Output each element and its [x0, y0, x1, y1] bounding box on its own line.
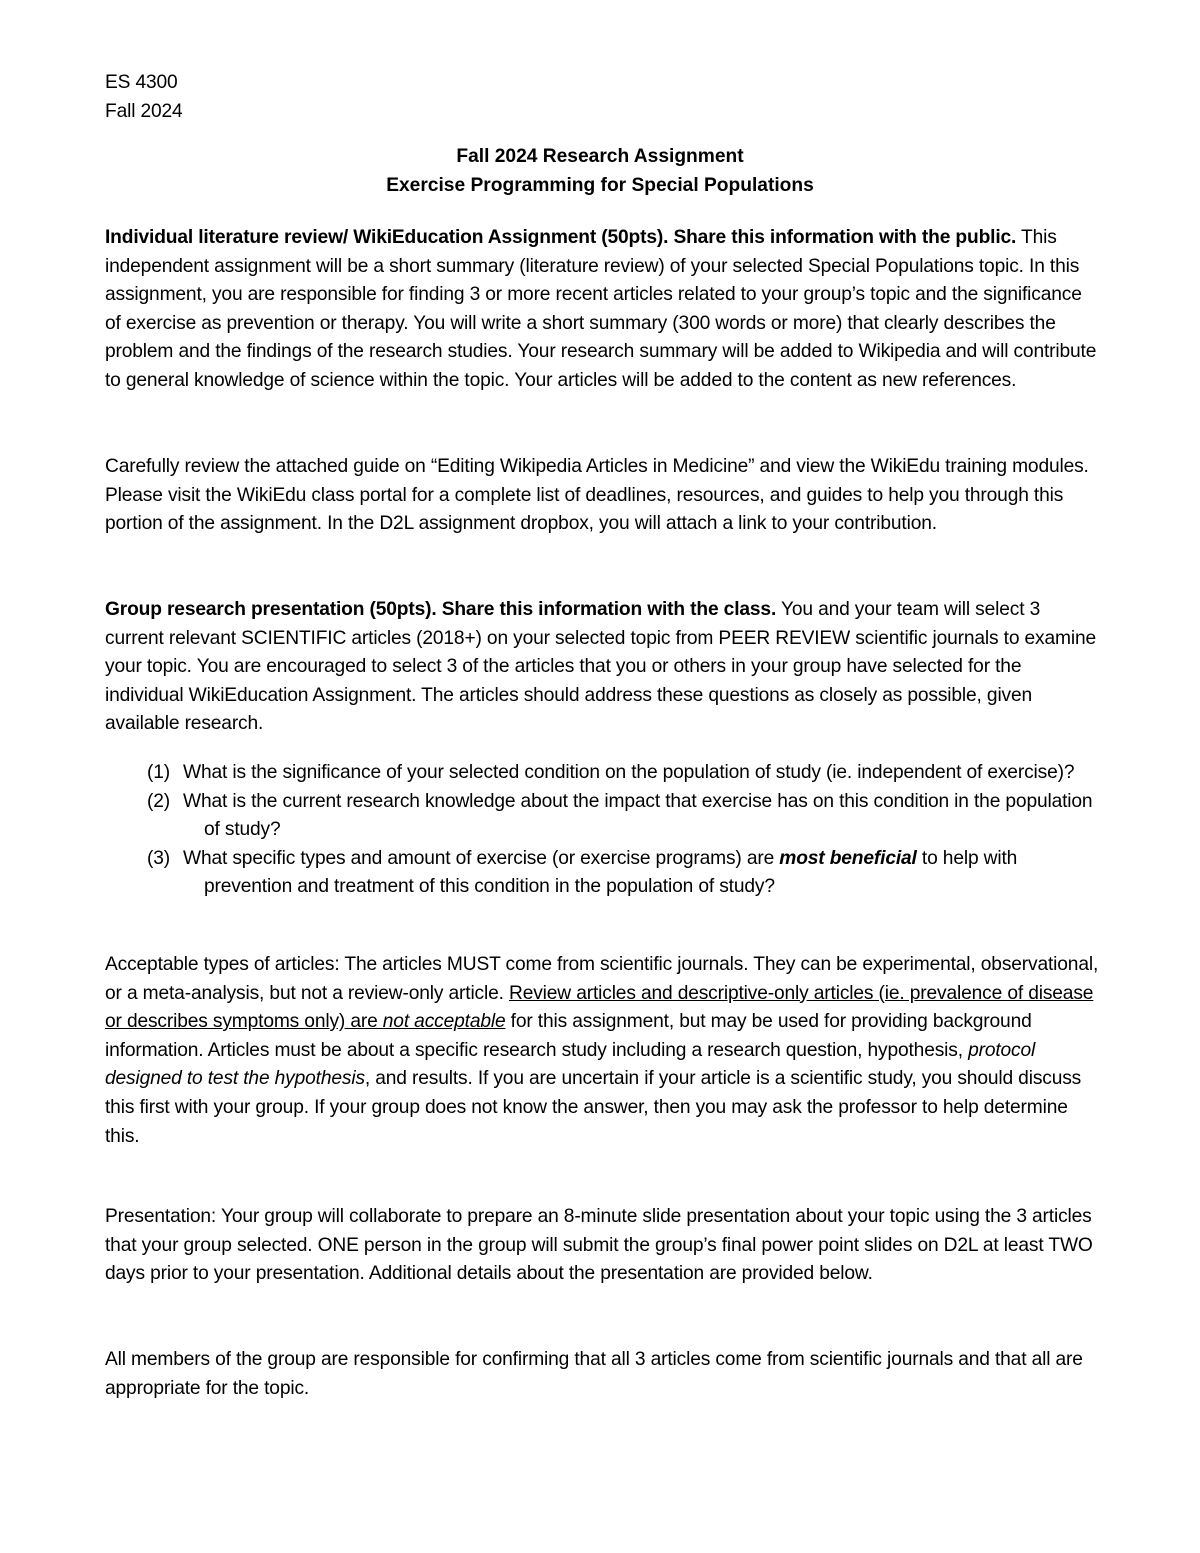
acceptable-part-2: for this assignment, but may be used for providing background information. Articles must be about a specific research study including a research question, hypothesis,	[105, 1011, 1032, 1061]
presentation-paragraph	[105, 1203, 1100, 1289]
members-body: All members of the group are responsible for confirming that all 3 articles come from scientific journals and that all are appropriate for the topic.	[105, 1349, 1083, 1399]
members-paragraph	[105, 1346, 1100, 1403]
acceptable-part-3: , and results. If you are uncertain if your article is a scientific study, you should discuss this first with your group. If your group does not know the answer, then you may ask the professor to help determine this.	[105, 1068, 1082, 1147]
question-emphasis: most beneficial	[779, 847, 917, 869]
guide-paragraph	[105, 453, 1100, 539]
course-code: ES 4300	[105, 72, 178, 93]
question-number: (2)	[147, 790, 171, 812]
presentation-body: Presentation: Your group will collaborate to prepare an 8-minute slide presentation about your topic using the 3 articles that your group selected. ONE person in the group will submit the group’s final power point slides on D2L at least TWO days prior to your presentation. Additional details about the presentation are provided below.	[105, 1206, 1093, 1285]
acceptable-part-1: Acceptable types of articles: The articles MUST come from scientific journals. They can be experimental, observational, or a meta-analysis, but not a review-only article.	[105, 954, 1099, 1004]
guide-body: Carefully review the attached guide on “Editing Wikipedia Articles in Medicine” and view the WikiEdu training modules. Please visit the WikiEdu class portal for a complete list of deadlines, resources, and guides to help you through this portion of the assignment. In the D2L assignment dropbox, you will attach a link to your contribution.	[105, 456, 1089, 535]
question-number: (1)	[147, 762, 171, 783]
acceptable-articles-paragraph	[105, 951, 1100, 1151]
group-presentation-body: You and your team will select 3 current relevant SCIENTIFIC articles (2018+) on your selected topic from PEER REVIEW scientific journals to examine your topic. You are encouraged to select 3 of the articles that you or others in your group have selected for the individual WikiEducation Assignment. The articles should address these questions as closely as possible, given available research.	[105, 599, 1097, 735]
question-text-before: What specific types and amount of exercise (or exercise programs) are	[183, 847, 780, 869]
acceptable-underlined-italic: not acceptable	[382, 1011, 506, 1033]
document-title	[0, 142, 1200, 200]
title-line-2: Exercise Programming for Special Populations	[386, 175, 814, 196]
individual-assignment-paragraph	[105, 224, 1100, 396]
term: Fall 2024	[105, 101, 183, 122]
research-questions-list	[147, 759, 1102, 902]
question-number: (3)	[147, 847, 171, 869]
acceptable-italic: protocol designed to test the hypothesis	[105, 1039, 1036, 1090]
question-text-after: to help with prevention and treatment of this condition in the population of study?	[204, 847, 1018, 898]
acceptable-underlined: Review articles and descriptive-only articles (ie. prevalence of disease or describes symptoms only) are	[105, 982, 1094, 1033]
individual-assignment-body: This independent assignment will be a short summary (literature review) of your selected Special Populations topic. In this assignment, you are responsible for finding 3 or more recent articles related to your group’s topic and the significance of exercise as prevention or therapy. You will write a short summary (300 words or more) that clearly describes the problem and the findings of the research studies. Your research summary will be added to Wikipedia and will contribute to general knowledge of science within the topic. Your articles will be added to the content as new references.	[105, 227, 1097, 391]
title-line-1: Fall 2024 Research Assignment	[456, 146, 744, 167]
question-item	[147, 759, 1102, 788]
group-presentation-paragraph	[105, 596, 1100, 739]
question-item	[147, 788, 1102, 845]
question-text: What is the significance of your selected condition on the population of study (ie. independent of exercise)?	[183, 762, 1075, 783]
individual-assignment-heading: Individual literature review/ WikiEducation Assignment (50pts). Share this information with the public.	[105, 227, 1017, 248]
group-presentation-heading: Group research presentation (50pts). Share this information with the class.	[105, 599, 777, 620]
document-header	[105, 68, 1100, 126]
question-item	[147, 845, 1102, 902]
question-text: What is the current research knowledge about the impact that exercise has on this condition in the population of study?	[183, 790, 1093, 841]
